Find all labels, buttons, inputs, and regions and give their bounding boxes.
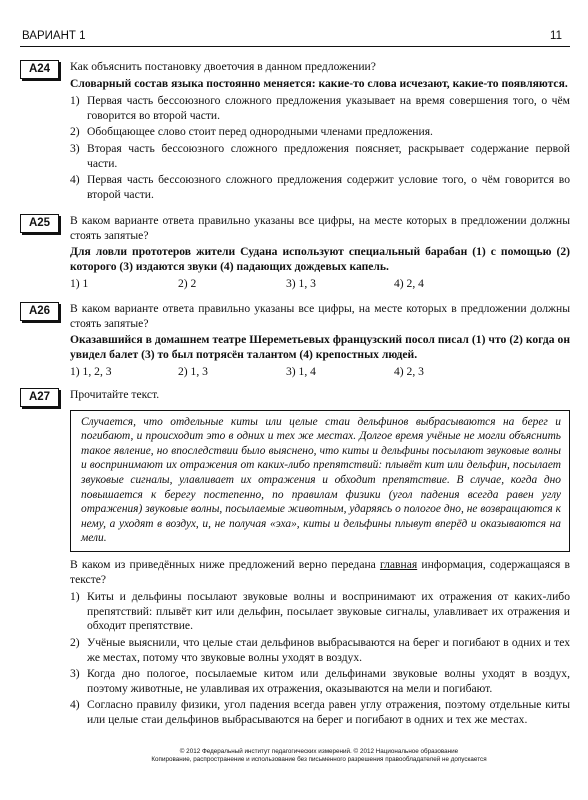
answer-option-4[interactable]: 4) Согласно правилу физики, угол падения всегда равен углу отражения, поэтому отдельные киты или целые стаи дельфинов выбрасываются на берег и погибают в одних и тех же местах. — [70, 698, 570, 726]
copyright-line: © 2012 Федеральный институт педагогических измерений. © 2012 Национальное образование — [179, 748, 459, 755]
task-question: Как объяснить постановку двоеточия в данном предложении? — [70, 60, 376, 73]
answer-option-3[interactable]: 3) 1, 4 — [286, 365, 316, 379]
answer-option-1[interactable]: 1) Первая часть бессоюзного сложного предложения указывает на время совершения того, о чём говорится во второй части. — [70, 94, 570, 122]
task-question: В каком варианте ответа правильно указаны все цифры, на месте которых в предложении должны стоять запятые? — [70, 214, 570, 242]
answer-option-4[interactable]: 4) 2, 4 — [394, 277, 424, 291]
reading-text-box: Случается, что отдельные киты или целые стаи дельфинов выбрасываются на берег и погибают, и происходит это в одних и тех же местах. Долгое время учёные не могли объяснить такое явление, но впоследствии было выяснено, что киты и дельфины посылают звуковые волны и воспринимают их отражения от каких-либо препятствий: плывёт кит или дельфин, посылает звуковые сигналы, улавливает их отражения и обходит препятствие. В случае, когда дно повышается к берегу постепенно, по правилам физики (угол падения всегда равен углу отражения) звуковые волны, посылаемые животным, ударяясь о пологое дно, не возвращаются к нему, а уходят в воздух, и, не получая «эха», киты и дельфины плывут вперёд и оказываются на мели. — [70, 410, 570, 552]
page-number: 11 — [550, 30, 562, 42]
task-a27 — [20, 388, 570, 729]
copying-notice: Копирование, распространение и использование без письменного разрешения правообладателей не допускается — [151, 756, 487, 763]
answer-options — [70, 94, 570, 202]
answer-option-2[interactable]: 2) 1, 3 — [178, 365, 208, 379]
task-sentence: Для ловли прототеров жители Судана используют специальный барабан (1) с помощью (2) которого (3) издаются звуки (4) падающих дождевых капель. — [70, 245, 570, 273]
answer-option-4[interactable]: 4) 2, 3 — [394, 365, 424, 379]
page-header — [20, 30, 570, 46]
task-number-badge: A25 — [20, 214, 59, 233]
task-number-badge: A24 — [20, 60, 59, 79]
task-intro: Прочитайте текст. — [70, 388, 160, 401]
answer-options — [70, 365, 570, 380]
task-question: В каком варианте ответа правильно указаны все цифры, на месте которых в предложении должны стоять запятые? — [70, 302, 570, 330]
task-number-badge: A26 — [20, 302, 59, 321]
answer-option-2[interactable]: 2) Учёные выяснили, что целые стаи дельфинов выбрасываются на берег и погибают в одних и тех же местах, потому что звуковые волны уходят в воздух. — [70, 635, 570, 664]
answer-options — [70, 590, 570, 727]
answer-options — [70, 277, 570, 292]
task-a25 — [20, 214, 570, 292]
task-sentence: Словарный состав языка постоянно меняется: какие-то слова исчезают, какие-то появляются. — [70, 76, 568, 90]
answer-option-1[interactable]: 1) 1 — [70, 277, 89, 291]
task-number-badge: A27 — [20, 388, 59, 407]
answer-option-4[interactable]: 4) Первая часть бессоюзного сложного предложения содержит условие того, о чём говорится во второй части. — [70, 173, 570, 201]
underlined-word: главная — [379, 557, 418, 571]
page-footer — [70, 748, 568, 764]
task-question: В каком из приведённых ниже предложений верно передана главная информация, содержащаяся в тексте? — [70, 557, 570, 586]
variant-label: ВАРИАНТ 1 — [22, 30, 86, 42]
task-sentence: Оказавшийся в домашнем театре Шереметьевых французский посол писал (1) что (2) когда он увидел балет (3) то был потрясён талантом (4) крепостных людей. — [70, 333, 570, 361]
answer-option-1[interactable]: 1) 1, 2, 3 — [70, 365, 112, 379]
answer-option-3[interactable]: 3) 1, 3 — [286, 277, 316, 291]
header-rule — [20, 46, 570, 47]
task-a26 — [20, 302, 570, 380]
answer-option-3[interactable]: 3) Когда дно пологое, посылаемые китом или дельфинами звуковые волны уходят в воздух, поэтому животные, не улавливая их отражения, оказываются на мели и погибают. — [70, 667, 570, 695]
answer-option-2[interactable]: 2) 2 — [178, 277, 197, 291]
answer-option-3[interactable]: 3) Вторая часть бессоюзного сложного предложения поясняет, раскрывает содержание первой части. — [70, 141, 570, 170]
answer-option-2[interactable]: 2) Обобщающее слово стоит перед однородными членами предложения. — [70, 125, 433, 139]
answer-option-1[interactable]: 1) Киты и дельфины посылают звуковые волны и воспринимают их отражения от каких-либо препятствий: плывёт кит или дельфин, посылает звуковые сигналы, улавливает их отражения и обходит препятствие. — [70, 590, 570, 633]
task-a24 — [20, 60, 570, 204]
